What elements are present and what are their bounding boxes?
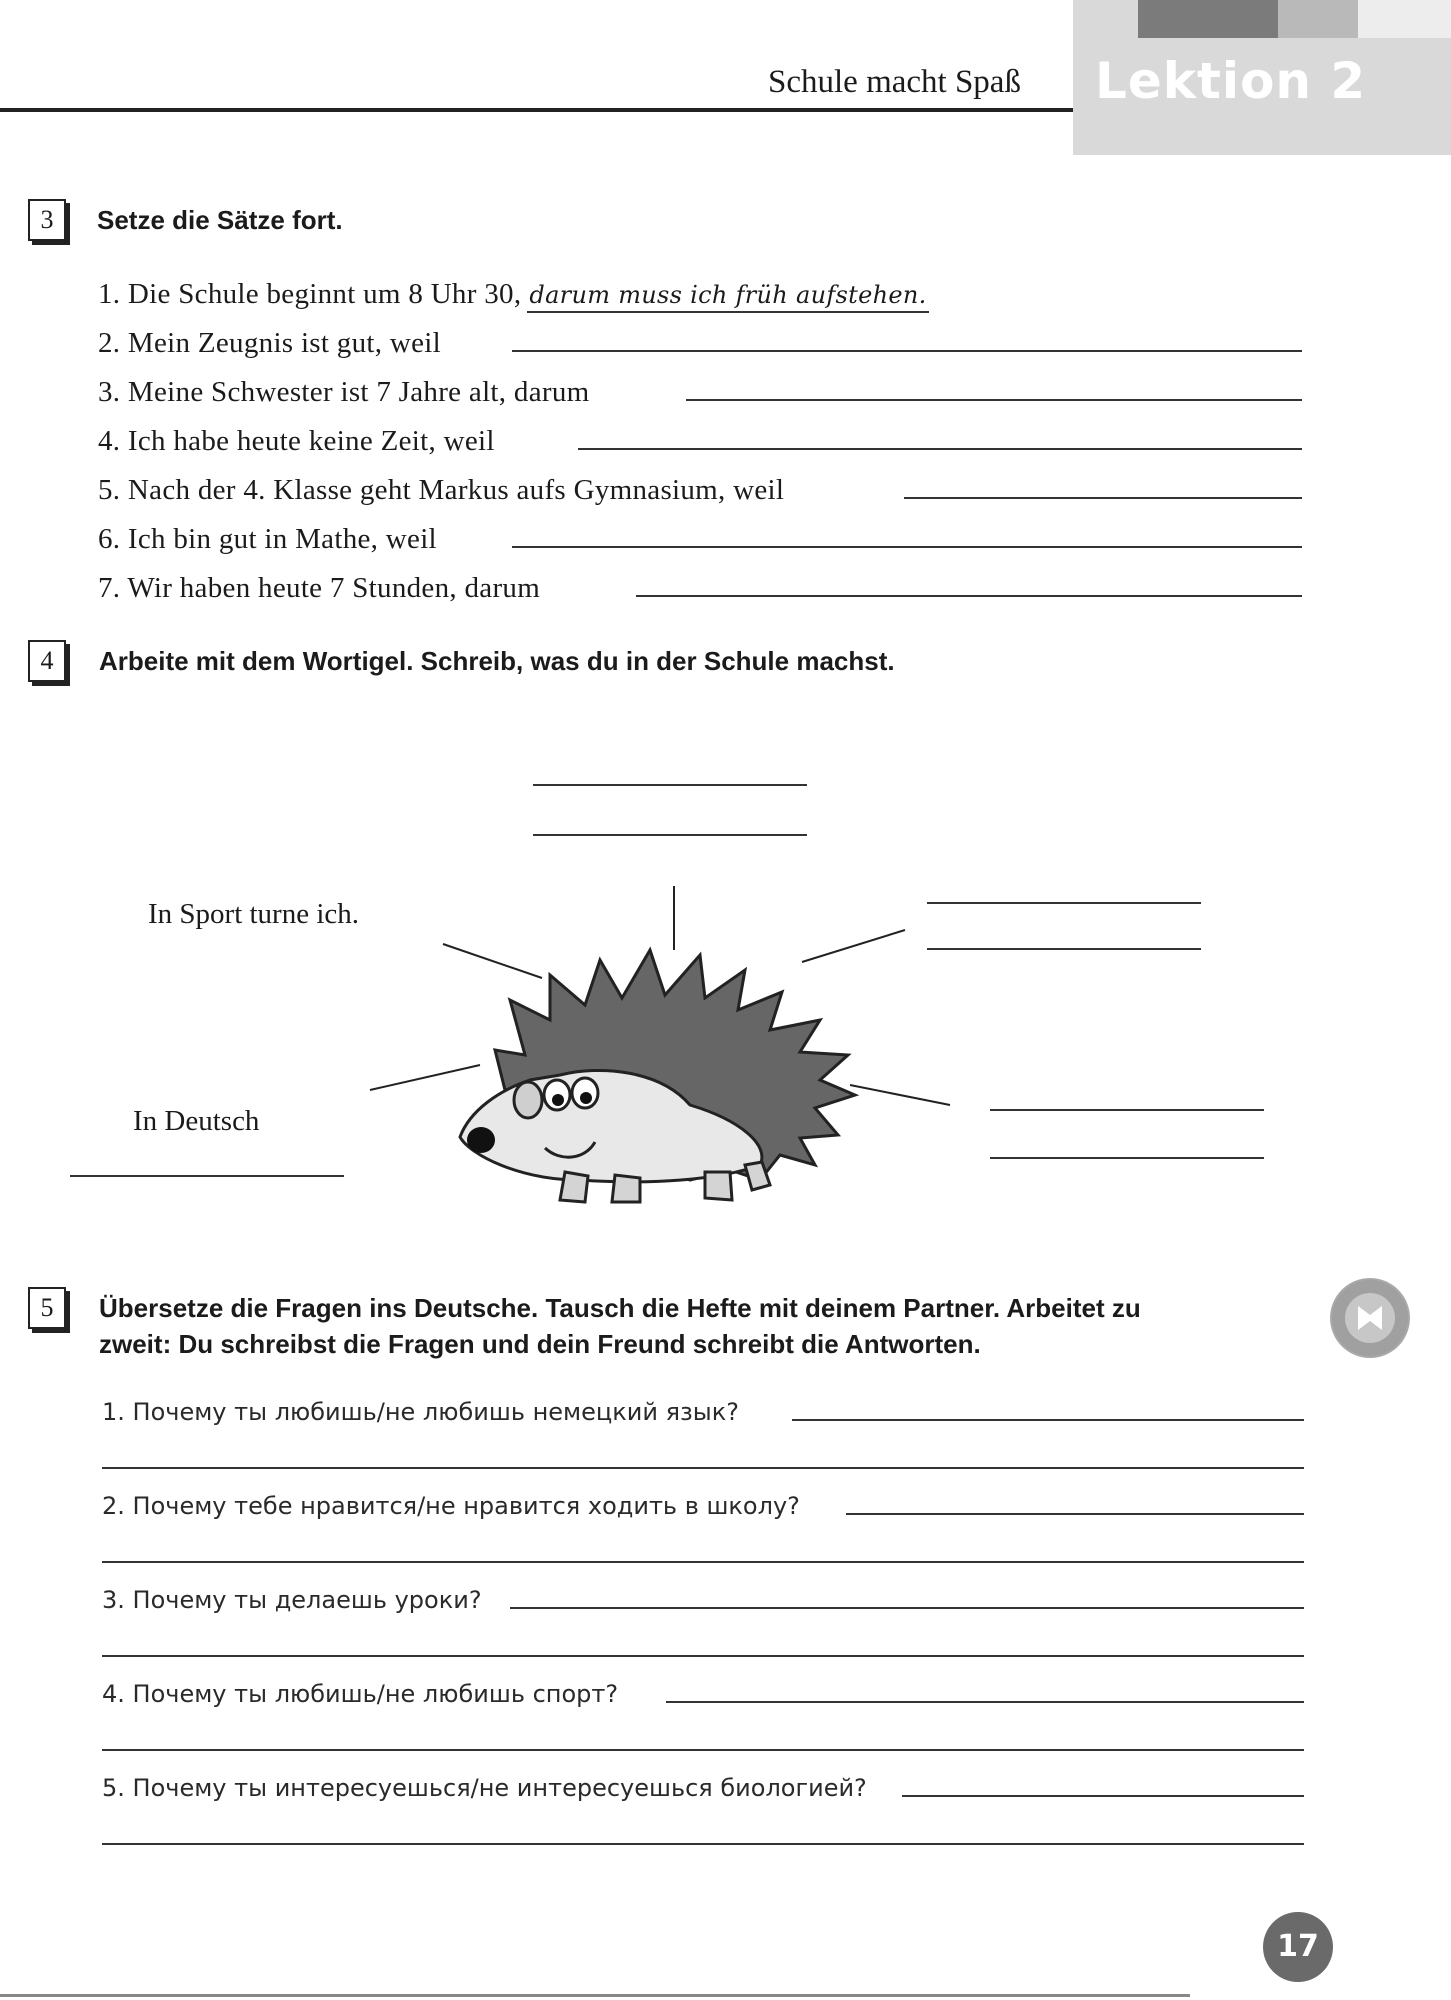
question-1: 1. Почему ты любишь/не любишь немецкий язык? xyxy=(102,1398,739,1426)
answer-line[interactable] xyxy=(846,1513,1304,1515)
handwritten-answer: darum muss ich früh aufstehen. xyxy=(527,281,928,313)
answer-line[interactable] xyxy=(512,546,1302,548)
word-line[interactable] xyxy=(533,834,807,836)
label-deutsch: In Deutsch xyxy=(133,1105,260,1137)
answer-line[interactable] xyxy=(510,1607,1304,1609)
answer-line[interactable] xyxy=(666,1701,1304,1703)
answer-line[interactable] xyxy=(102,1749,1304,1751)
question-5: 5. Почему ты интересуешься/не интересуешься биологией? xyxy=(102,1774,867,1802)
word-line[interactable] xyxy=(990,1157,1264,1159)
word-line[interactable] xyxy=(990,1109,1264,1111)
lesson-tab xyxy=(1073,0,1451,155)
task-instruction-line-2: zweit: Du schreibst die Fragen und dein Freund schreibt die Antworten. xyxy=(99,1329,981,1359)
answer-line[interactable] xyxy=(792,1419,1304,1421)
sentence-2: 2. Mein Zeugnis ist gut, weil xyxy=(98,327,441,359)
task-number: 4 xyxy=(28,640,66,682)
answer-line[interactable] xyxy=(578,448,1302,450)
question-4: 4. Почему ты любишь/не любишь спорт? xyxy=(102,1680,619,1708)
header-divider xyxy=(0,108,1075,112)
sentence-5: 5. Nach der 4. Klasse geht Markus aufs Gymnasium, weil xyxy=(98,474,785,506)
task-number: 5 xyxy=(28,1287,66,1329)
audio-cd-icon[interactable] xyxy=(1330,1278,1410,1358)
answer-line[interactable] xyxy=(102,1655,1304,1657)
sentence-7: 7. Wir haben heute 7 Stunden, darum xyxy=(98,572,541,604)
answer-line[interactable] xyxy=(102,1561,1304,1563)
answer-line[interactable] xyxy=(902,1795,1304,1797)
lesson-label: Lektion 2 xyxy=(1095,52,1367,110)
task-instruction: Setze die Sätze fort. xyxy=(97,205,343,235)
question-2: 2. Почему тебе нравится/не нравится ходить в школу? xyxy=(102,1492,800,1520)
question-3: 3. Почему ты делаешь уроки? xyxy=(102,1586,482,1614)
task-instruction-line-1: Übersetze die Fragen ins Deutsche. Tausch die Hefte mit deinem Partner. Arbeitet zu xyxy=(99,1293,1141,1323)
word-line[interactable] xyxy=(70,1175,344,1177)
word-line[interactable] xyxy=(533,784,807,786)
sentence-1: 1. Die Schule beginnt um 8 Uhr 30, darum muss ich früh aufstehen. xyxy=(98,278,929,311)
sentence-4: 4. Ich habe heute keine Zeit, weil xyxy=(98,425,495,457)
page-number: 17 xyxy=(1263,1912,1333,1982)
answer-line[interactable] xyxy=(904,497,1302,499)
label-sport: In Sport turne ich. xyxy=(148,898,360,930)
answer-line[interactable] xyxy=(636,595,1302,597)
task-number: 3 xyxy=(28,199,66,241)
sentence-6: 6. Ich bin gut in Mathe, weil xyxy=(98,523,437,555)
answer-line[interactable] xyxy=(512,350,1302,352)
answer-line[interactable] xyxy=(102,1843,1304,1845)
header-subtitle: Schule macht Spaß xyxy=(768,64,1021,100)
task-instruction: Arbeite mit dem Wortigel. Schreib, was du in der Schule machst. xyxy=(99,646,895,676)
answer-line[interactable] xyxy=(102,1467,1304,1469)
sentence-3: 3. Meine Schwester ist 7 Jahre alt, darum xyxy=(98,376,590,408)
hedgehog-illustration xyxy=(360,880,980,1220)
footer-divider xyxy=(0,1994,1190,1997)
answer-line[interactable] xyxy=(686,399,1302,401)
